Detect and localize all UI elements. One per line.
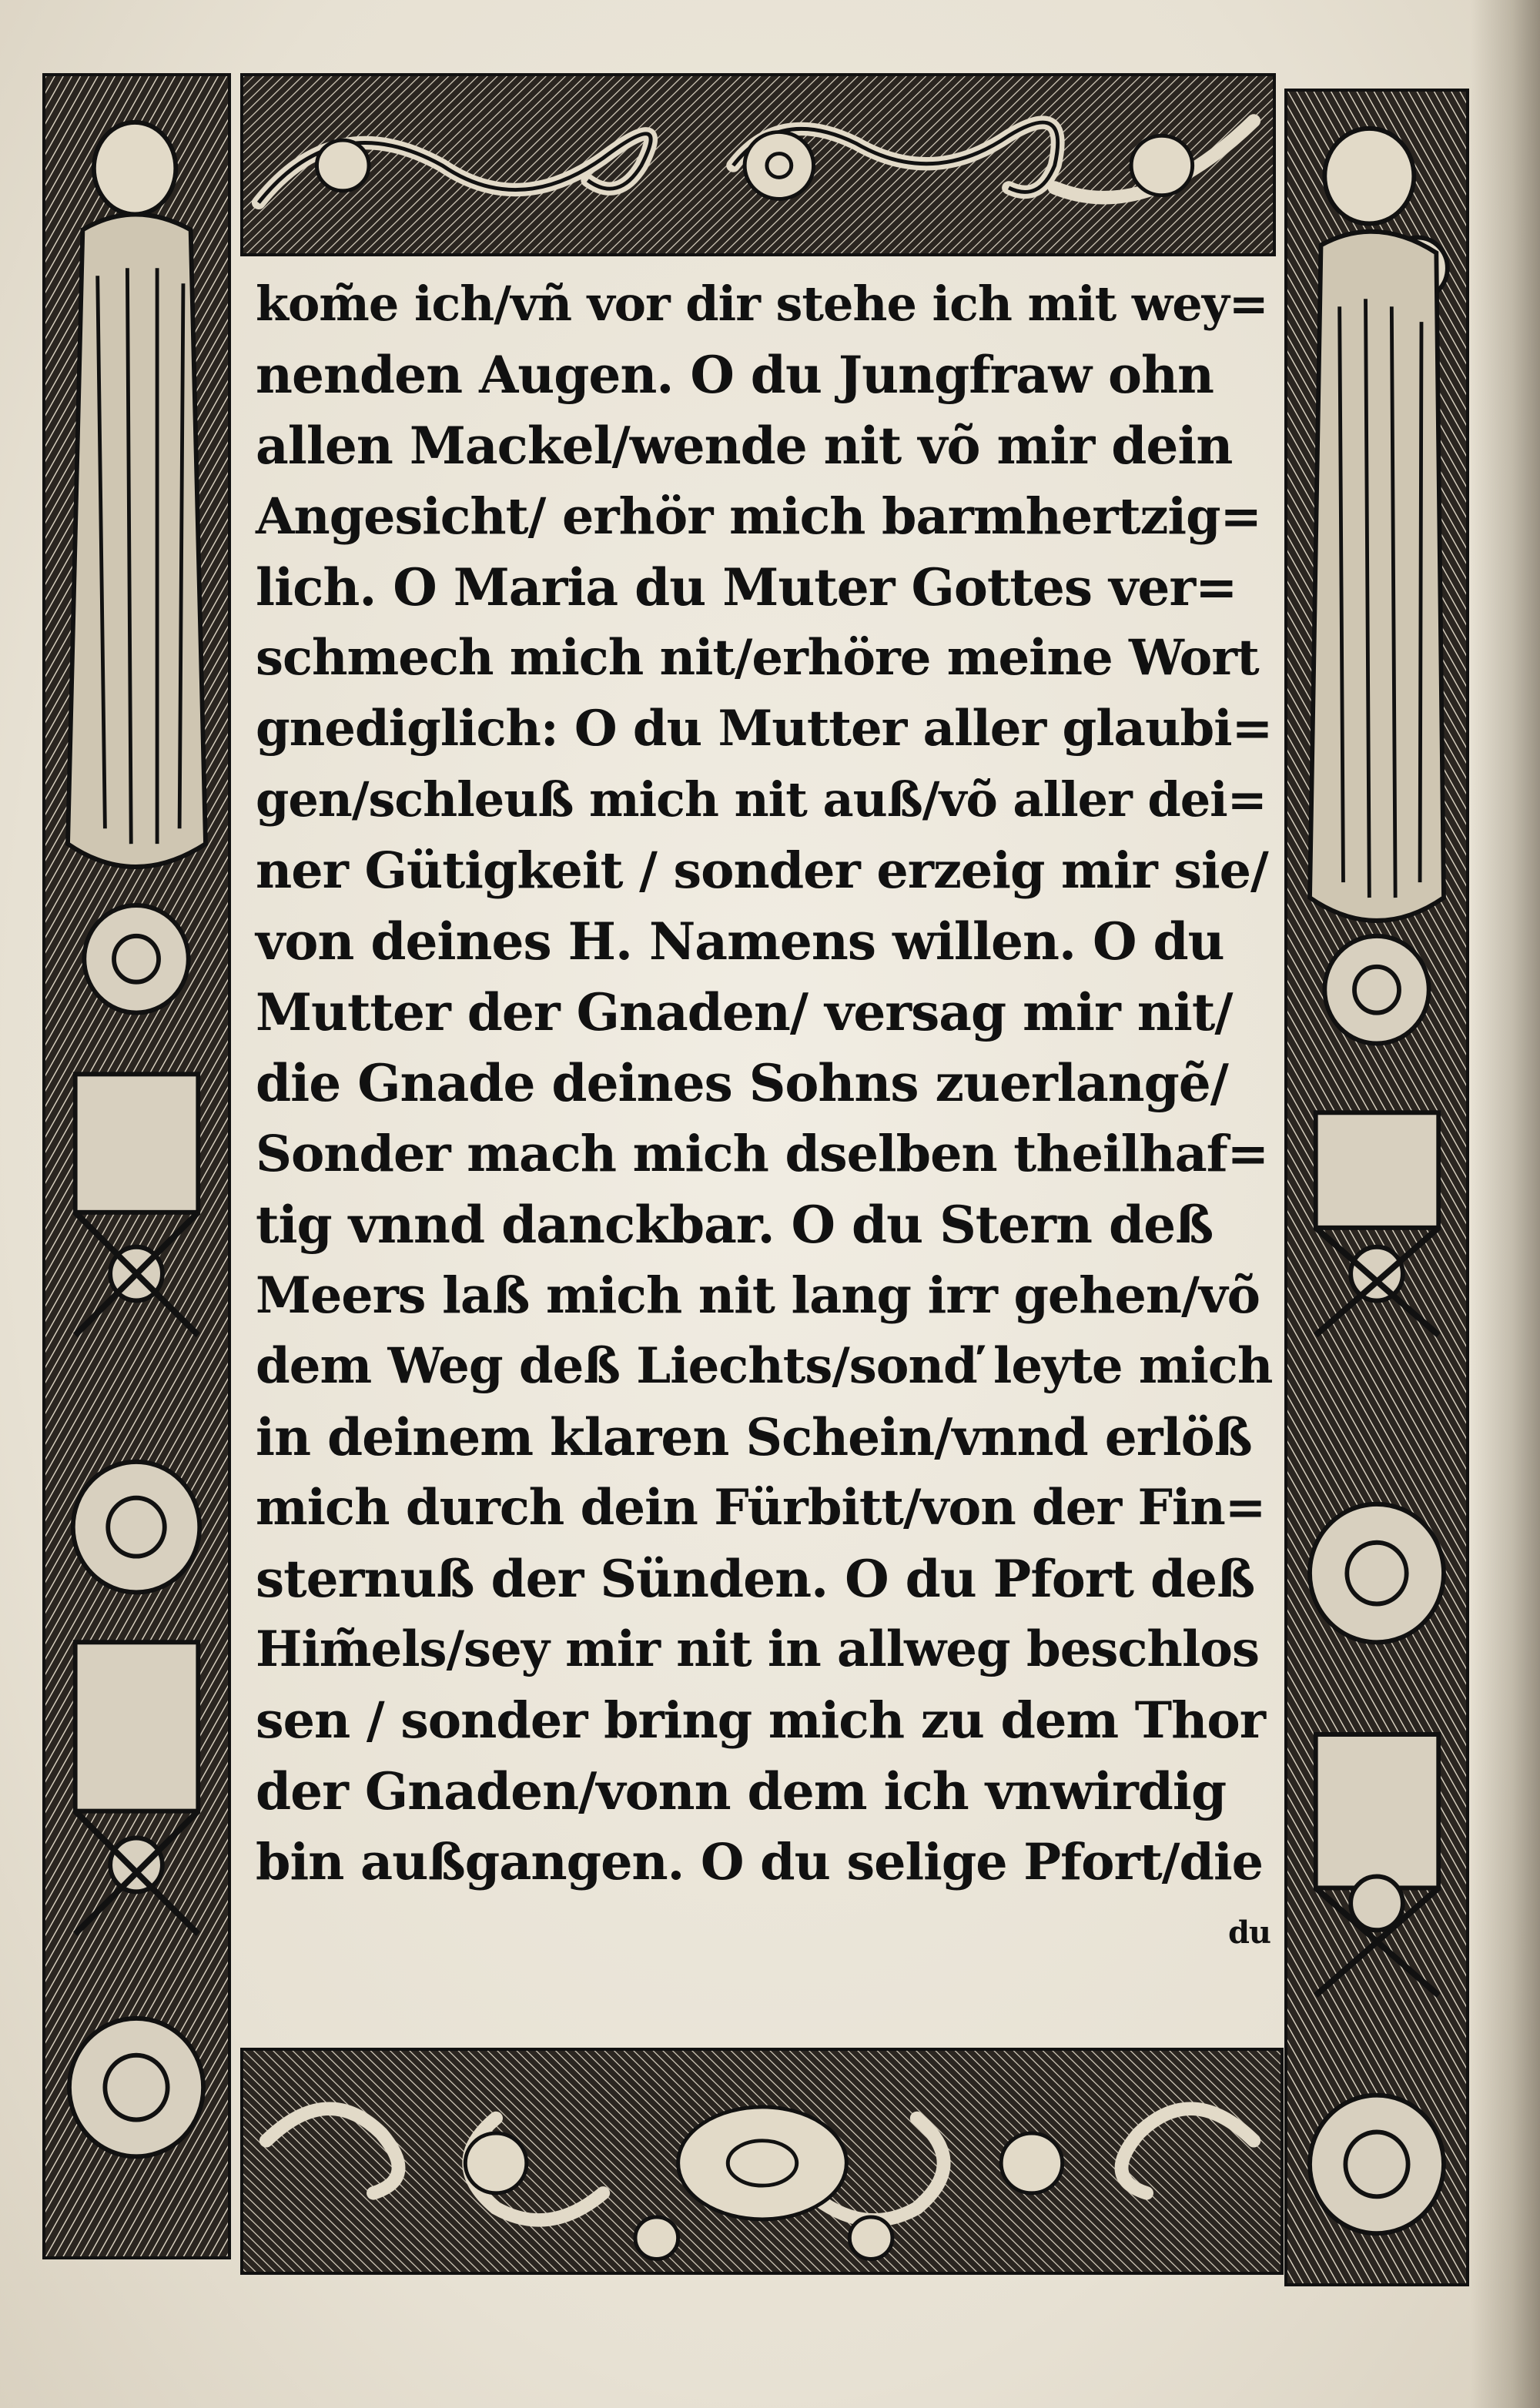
text-line: sternuß der Sünden. O du Pfort deß <box>256 1549 1255 1609</box>
text-line: in deinem klaren Schein/vnnd erlöß <box>256 1407 1252 1467</box>
top-woodcut-border <box>240 73 1276 256</box>
text-line: von deines H. Namens willen. O du <box>256 911 1224 972</box>
text-line: lich. O Maria du Muter Gottes ver= <box>256 557 1237 617</box>
text-line: nenden Augen. O du Jungfraw ohn <box>256 345 1214 405</box>
woodcut-foliage-ornament-icon <box>243 2051 1281 2272</box>
text-line: Him̃els/sey mir nit in allweg beschlos <box>256 1620 1259 1678</box>
text-line: ner Gütigkeit / sonder erzeig mir sie/ <box>256 841 1268 900</box>
text-line: der Gnaden/vonn dem ich vnwirdig <box>256 1761 1227 1821</box>
woodcut-scroll-ornament-icon <box>243 76 1273 253</box>
text-line: dem Weg deß Liechts/sonď leyte mich <box>256 1337 1273 1395</box>
text-line: gen/schleuß mich nit auß/võ aller dei= <box>256 771 1267 828</box>
text-line: Angesicht/ erhör mich barmhertzig= <box>256 487 1262 546</box>
right-woodcut-border <box>1284 89 1469 2286</box>
text-line: bin außgangen. O du selige Pfort/die <box>256 1833 1263 1891</box>
page-gutter-shadow <box>1471 0 1540 2408</box>
catchword: du <box>1227 1915 1270 1951</box>
text-line: mich durch dein Fürbitt/von der Fin= <box>256 1479 1266 1537</box>
text-line: Mutter der Gnaden/ versag mir nit/ <box>256 982 1233 1042</box>
text-line: tig vnnd danckbar. O du Stern deß <box>256 1195 1214 1255</box>
text-line: allen Mackel/wende nit võ mir dein <box>256 416 1233 476</box>
text-block <box>245 269 1277 2040</box>
text-line: gnediglich: O du Mutter aller glaubi= <box>256 700 1273 758</box>
text-line: die Gnade deines Sohns zuerlangẽ/ <box>256 1053 1228 1113</box>
woodcut-saint-figure-icon <box>45 76 228 2256</box>
text-line: kom̃e ich/vñ vor dir stehe ich mit wey= <box>256 276 1268 332</box>
text-line: schmech mich nit/erhöre meine Wort <box>256 629 1259 687</box>
left-woodcut-border <box>42 73 231 2259</box>
bottom-woodcut-border <box>240 2048 1284 2275</box>
woodcut-madonna-figure-icon <box>1287 92 1466 2283</box>
text-line: Sonder mach mich dselben theilhaf= <box>256 1125 1269 1183</box>
text-line: sen / sonder bring mich zu dem Thor <box>256 1691 1265 1750</box>
text-line: Meers laß mich nit lang irr gehen/võ <box>256 1266 1260 1325</box>
